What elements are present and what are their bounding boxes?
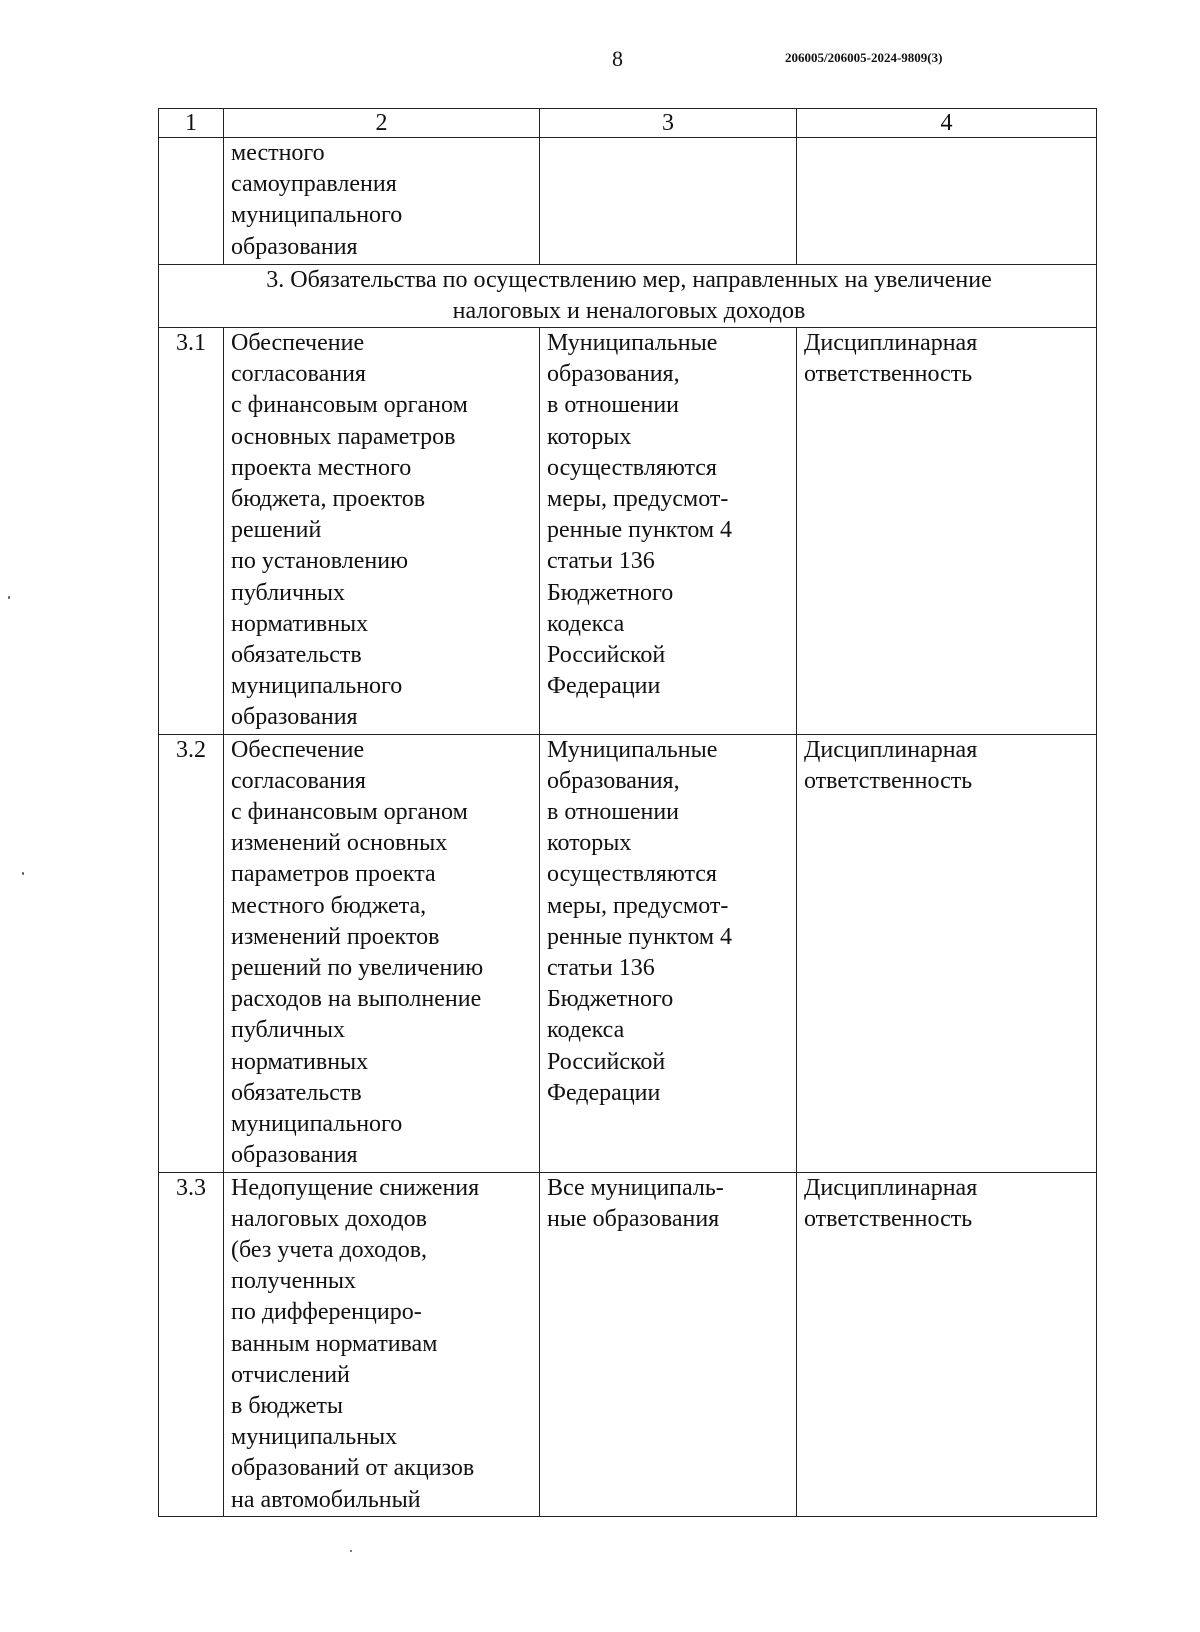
section-title: 3. Обязательства по осуществлению мер, направленных на увеличение налоговых и неналоговых доходов — [159, 265, 1097, 328]
table-row — [159, 734, 1097, 1172]
column-header-3: 3 — [540, 109, 797, 138]
scan-speck — [22, 872, 24, 875]
column-header-2: 2 — [224, 109, 540, 138]
column-header-1: 1 — [159, 109, 224, 138]
measure-cell: Обеспечение согласования с финансовым органом основных параметров проекта местного бюджета, проектов решений по установлению публичных нормативных обязательств муниципального образования — [224, 328, 540, 735]
responsibility-cell: Дисциплинарная ответственность — [797, 1172, 1097, 1516]
row-number-cell: 3.1 — [159, 328, 224, 735]
measure-cell: местного самоуправления муниципального образования — [224, 138, 540, 265]
table-header-row — [159, 109, 1097, 138]
page-number: 8 — [612, 46, 623, 71]
scan-speck — [8, 596, 10, 599]
responsibility-cell — [797, 138, 1097, 265]
section-heading-row — [159, 265, 1097, 328]
scan-speck — [350, 1550, 352, 1552]
document-number: 206005/206005-2024-9809(3) — [785, 50, 943, 65]
row-number-cell — [159, 138, 224, 265]
applies-to-cell: Муниципальные образования, в отношении которых осуществляются меры, предусмот- ренные пунктом 4 статьи 136 Бюджетного кодекса Российской Федерации — [540, 734, 797, 1172]
applies-to-cell: Все муниципаль- ные образования — [540, 1172, 797, 1516]
table-row-continuation — [159, 138, 1097, 265]
table-row — [159, 1172, 1097, 1516]
column-header-4: 4 — [797, 109, 1097, 138]
obligations-table — [158, 108, 1097, 1517]
responsibility-cell: Дисциплинарная ответственность — [797, 734, 1097, 1172]
table-row — [159, 328, 1097, 735]
measure-cell: Недопущение снижения налоговых доходов (без учета доходов, полученных по дифференциро- ванным нормативам отчислений в бюджеты муниципальных образований от акцизов на автомобильный — [224, 1172, 540, 1516]
applies-to-cell: Муниципальные образования, в отношении которых осуществляются меры, предусмот- ренные пунктом 4 статьи 136 Бюджетного кодекса Российской Федерации — [540, 328, 797, 735]
applies-to-cell — [540, 138, 797, 265]
row-number-cell: 3.2 — [159, 734, 224, 1172]
responsibility-cell: Дисциплинарная ответственность — [797, 328, 1097, 735]
row-number-cell: 3.3 — [159, 1172, 224, 1516]
measure-cell: Обеспечение согласования с финансовым органом изменений основных параметров проекта местного бюджета, изменений проектов решений по увеличению расходов на выполнение публичных нормативных обязательств муниципального образования — [224, 734, 540, 1172]
